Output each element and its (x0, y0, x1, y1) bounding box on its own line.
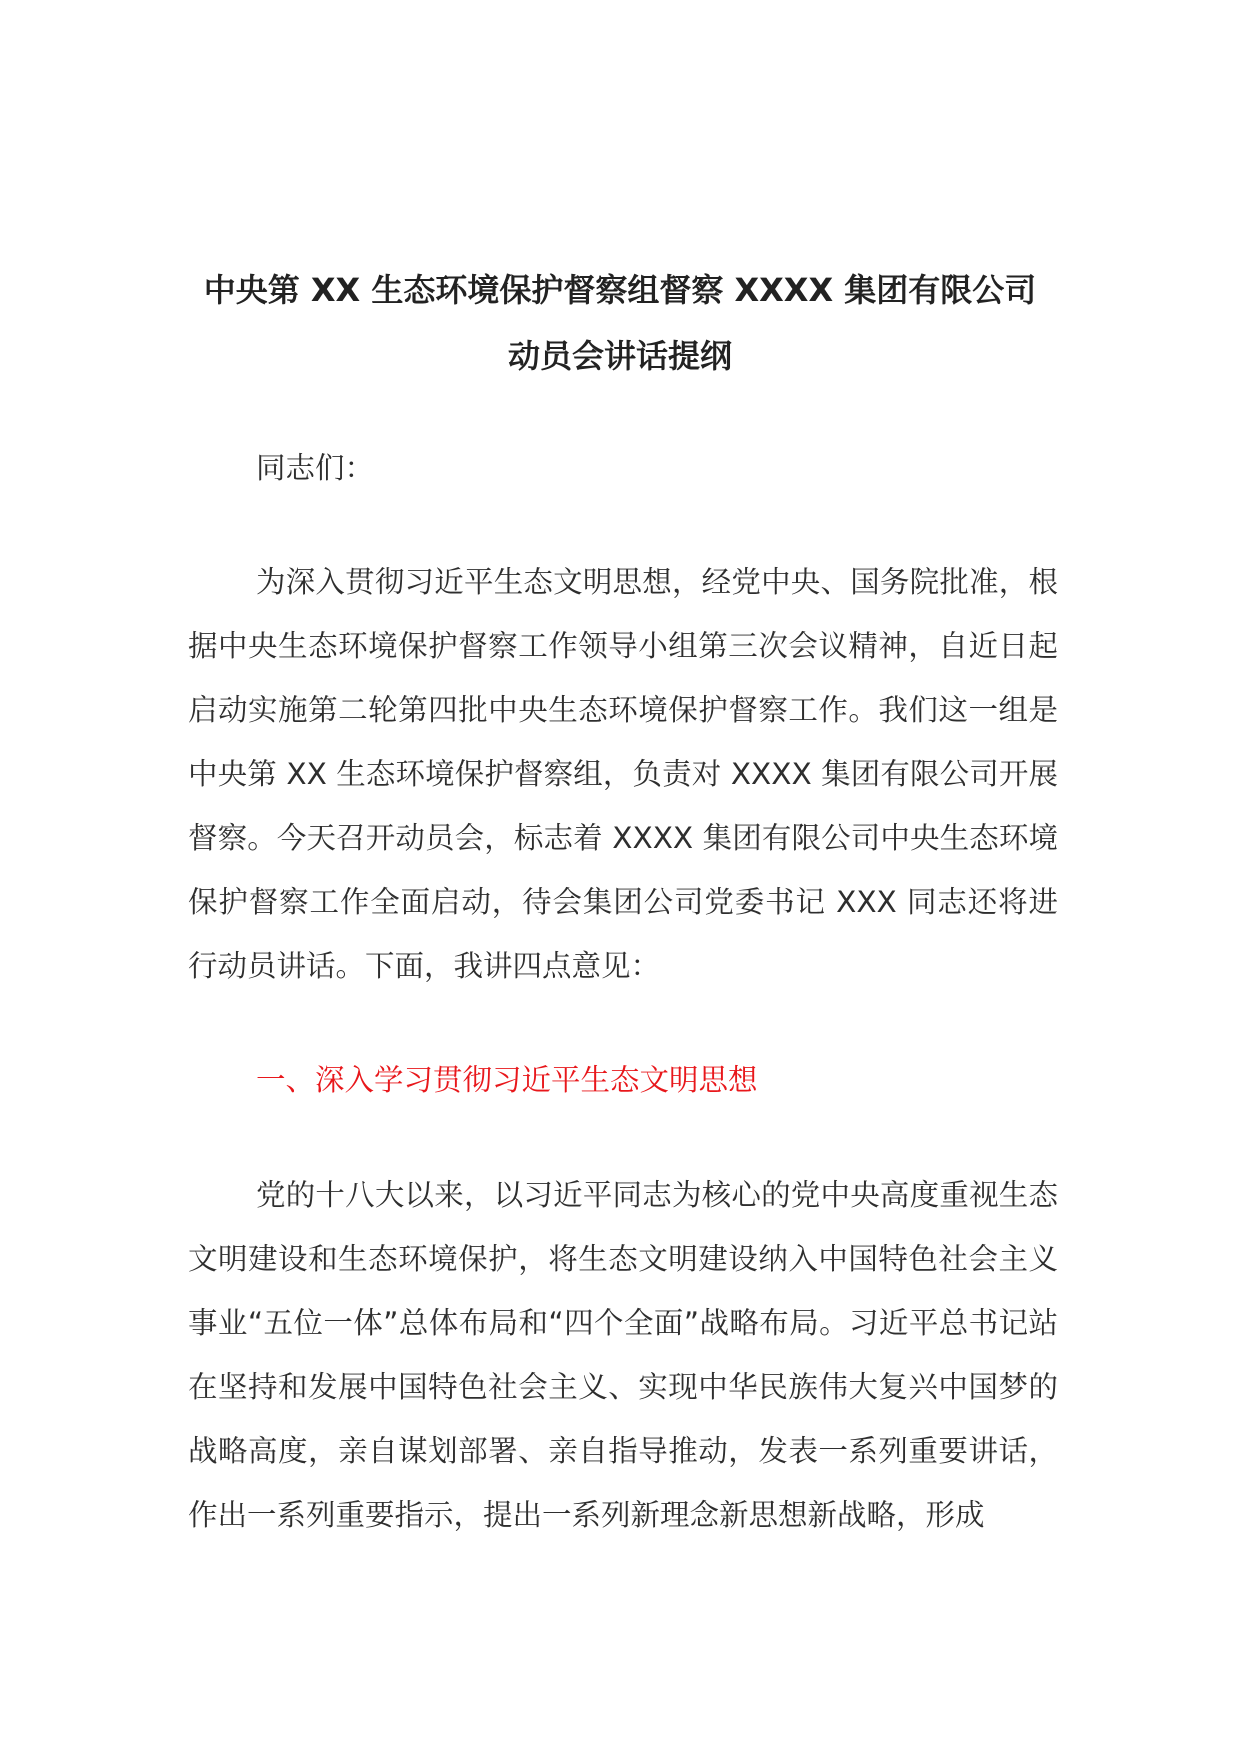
document-title-line-1: 中央第 XX 生态环境保护督察组督察 XXXX 集团有限公司 (203, 271, 1037, 309)
document-title-line-2: 动员会讲话提纲 (507, 337, 732, 375)
section-heading-1: 一、深入学习贯彻习近平生态文明思想 (256, 1063, 758, 1097)
salutation: 同志们： (256, 451, 375, 485)
paragraph-intro: 为深入贯彻习近平生态文明思想，经党中央、国务院批准，根据中央生态环境保护督察工作领导小组第三次会议精神，自近日起启动实施第二轮第四批中央生态环境保护督察工作。我们这一组是中央第 XX 生态环境保护督察组，负责对 XXXX 集团有限公司开展督察。今天召开动员会，标志着 XXXX 集团有限公司中央生态环境保护督察工作全面启动，待会集团公司党委书记 XXX 同志还将进行动员讲话。下面，我讲四点意见： (188, 565, 1058, 983)
paragraph-section-1: 党的十八大以来，以习近平同志为核心的党中央高度重视生态文明建设和生态环境保护，将生态文明建设纳入中国特色社会主义事业“五位一体”总体布局和“四个全面”战略布局。习近平总书记站在坚持和发展中国特色社会主义、实现中华民族伟大复兴中国梦的战略高度，亲自谋划部署、亲自指导推动，发表一系列重要讲话，作出一系列重要指示，提出一系列新理念新思想新战略，形成 (188, 1178, 1058, 1532)
